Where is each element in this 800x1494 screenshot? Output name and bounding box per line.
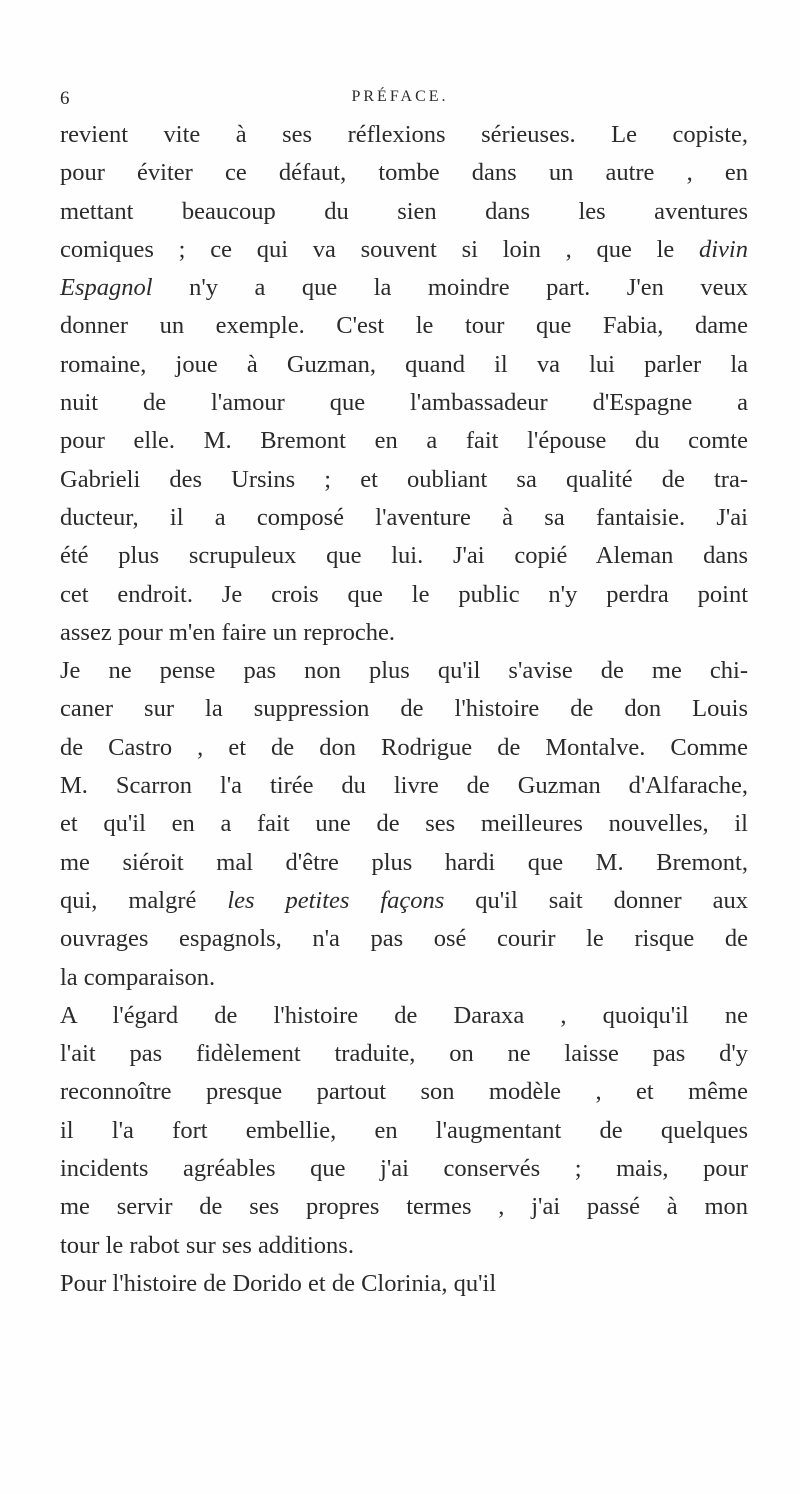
text-line bbox=[60, 882, 748, 920]
italic-text: divin bbox=[699, 235, 748, 263]
text-segment: mettant beaucoup du sien dans les aventures bbox=[60, 197, 748, 225]
text-line bbox=[60, 767, 748, 805]
text-line bbox=[60, 652, 748, 690]
text-segment: tour le rabot sur ses additions. bbox=[60, 1231, 354, 1259]
text-line bbox=[60, 690, 748, 728]
text-line bbox=[60, 346, 748, 384]
text-segment: de Castro , et de don Rodrigue de Montalve. Comme bbox=[60, 733, 748, 761]
text-line bbox=[60, 116, 748, 154]
text-line bbox=[60, 805, 748, 843]
italic-text: les petites façons bbox=[227, 886, 445, 914]
body-text bbox=[60, 116, 748, 1303]
text-line bbox=[60, 537, 748, 575]
text-line bbox=[60, 997, 748, 1035]
text-line bbox=[60, 1035, 748, 1073]
text-line bbox=[60, 1265, 748, 1303]
text-line bbox=[60, 499, 748, 537]
text-segment: revient vite à ses réflexions sérieuses. Le copiste, bbox=[60, 121, 748, 148]
text-line bbox=[60, 231, 748, 269]
text-segment: été plus scrupuleux que lui. J'ai copié Aleman dans bbox=[60, 542, 748, 570]
text-segment: pour elle. M. Bremont en a fait l'épouse du comte bbox=[60, 427, 748, 455]
text-segment: caner sur la suppression de l'histoire de don Louis bbox=[60, 695, 748, 723]
text-segment: qu'il sait donner aux bbox=[444, 886, 748, 914]
text-segment: A l'égard de l'histoire de Daraxa , quoiqu'il ne bbox=[60, 1001, 748, 1029]
text-segment: Je ne pense pas non plus qu'il s'avise de me chi- bbox=[60, 657, 748, 685]
text-line bbox=[60, 1073, 748, 1111]
text-line bbox=[60, 384, 748, 422]
text-segment: incidents agréables que j'ai conservés ; mais, pour bbox=[60, 1155, 748, 1183]
running-head: PRÉFACE. bbox=[351, 88, 449, 105]
text-line bbox=[60, 1112, 748, 1150]
text-segment: n'y a que la moindre part. J'en veux bbox=[152, 274, 748, 302]
text-segment: comiques ; ce qui va souvent si loin , que le bbox=[60, 235, 699, 263]
text-segment: me servir de ses propres termes , j'ai passé à mon bbox=[60, 1193, 748, 1221]
text-segment: romaine, joue à Guzman, quand il va lui parler la bbox=[60, 350, 748, 378]
text-line bbox=[60, 1227, 748, 1265]
text-segment: l'ait pas fidèlement traduite, on ne laisse pas d'y bbox=[60, 1040, 748, 1068]
text-line bbox=[60, 461, 748, 499]
text-segment: et qu'il en a fait une de ses meilleures nouvelles, il bbox=[60, 810, 748, 838]
text-segment: il l'a fort embellie, en l'augmentant de quelques bbox=[60, 1116, 748, 1144]
text-segment: M. Scarron l'a tirée du livre de Guzman d'Alfarache, bbox=[60, 772, 748, 800]
text-segment: reconnoître presque partout son modèle , et même bbox=[60, 1078, 748, 1106]
text-line bbox=[60, 154, 748, 192]
text-line bbox=[60, 959, 748, 997]
text-segment: ducteur, il a composé l'aventure à sa fantaisie. J'ai bbox=[60, 503, 748, 531]
text-line bbox=[60, 614, 748, 652]
text-segment: nuit de l'amour que l'ambassadeur d'Espagne a bbox=[60, 389, 748, 417]
text-line bbox=[60, 269, 748, 307]
text-segment: me siéroit mal d'être plus hardi que M. Bremont, bbox=[60, 848, 748, 876]
page-header bbox=[60, 88, 740, 112]
text-line bbox=[60, 920, 748, 958]
text-segment: ouvrages espagnols, n'a pas osé courir le risque de bbox=[60, 925, 748, 953]
text-segment: qui, malgré bbox=[60, 886, 228, 914]
text-line bbox=[60, 422, 748, 460]
text-segment: assez pour m'en faire un reproche. bbox=[60, 618, 396, 646]
text-segment: Gabrieli des Ursins ; et oubliant sa qualité de tra- bbox=[60, 465, 748, 493]
page-number: 6 bbox=[60, 88, 70, 109]
text-line bbox=[60, 193, 748, 231]
text-line bbox=[60, 1188, 748, 1226]
text-line bbox=[60, 307, 748, 345]
text-segment: Pour l'histoire de Dorido et de Clorinia, qu'il bbox=[60, 1269, 497, 1297]
text-segment: cet endroit. Je crois que le public n'y perdra point bbox=[60, 580, 748, 608]
text-line bbox=[60, 1150, 748, 1188]
text-segment: la comparaison. bbox=[60, 963, 216, 991]
text-segment: pour éviter ce défaut, tombe dans un autre , en bbox=[60, 159, 748, 187]
text-line bbox=[60, 729, 748, 767]
text-line bbox=[60, 844, 748, 882]
italic-text: Espagnol bbox=[60, 274, 153, 302]
text-line bbox=[60, 576, 748, 614]
text-segment: donner un exemple. C'est le tour que Fabia, dame bbox=[60, 312, 748, 340]
